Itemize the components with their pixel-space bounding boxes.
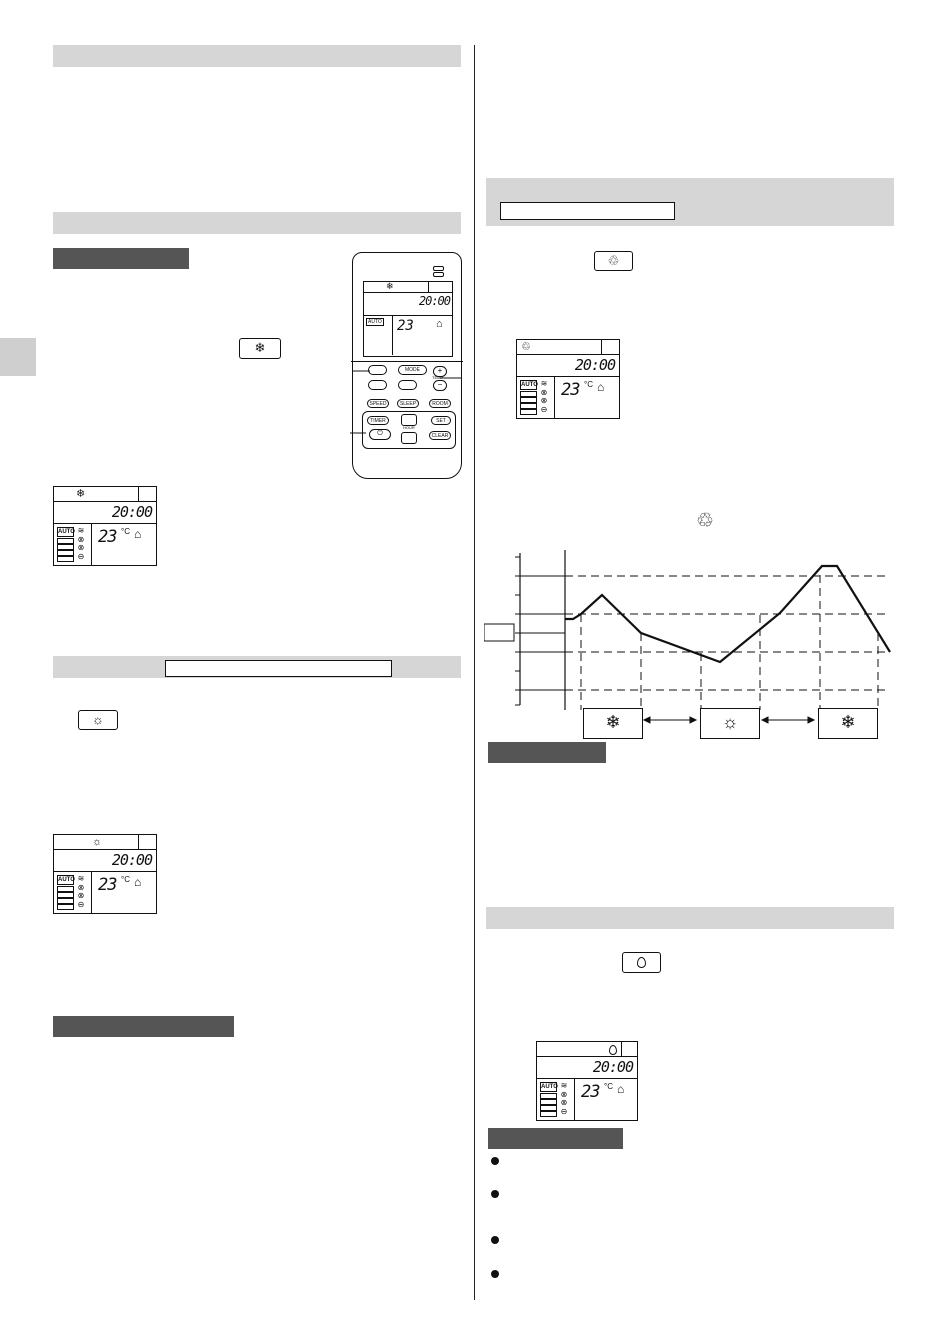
auto-title-box: [500, 202, 675, 220]
lcd-temp: 23: [561, 380, 580, 400]
fan-speed-icons: ≋ ⊗ ⊗ ⊖: [560, 1081, 568, 1116]
section-bar-dry: [486, 907, 894, 929]
lcd-display-cool: [53, 486, 157, 566]
lcd-deg: °C: [584, 380, 593, 389]
remote-indicator-2: [433, 272, 444, 277]
speed-label-button[interactable]: SPEED: [367, 399, 389, 408]
set-button[interactable]: SET: [431, 416, 451, 425]
remote-callouts: [340, 360, 470, 440]
auto-mode-key: [594, 251, 633, 271]
bullet-2: [491, 1190, 499, 1198]
recycle-icon: ♲: [696, 510, 714, 532]
section-bar-1: [53, 45, 461, 67]
lcd-auto-label: AUTO: [541, 1084, 558, 1090]
diagram-mode-cool-2: [818, 708, 878, 739]
drop-icon: [609, 1045, 617, 1055]
remote-auto-label: AUTO: [368, 319, 382, 325]
house-icon: ⌂: [134, 875, 142, 889]
house-icon: ⌂: [134, 527, 142, 541]
lcd-time: 20:00: [111, 503, 152, 521]
recycle-icon: ♲: [521, 341, 531, 353]
lcd-time: 20:00: [574, 356, 615, 374]
temp-label: TEMP: [432, 375, 444, 380]
house-icon: ⌂: [436, 318, 443, 330]
lcd-deg: °C: [121, 875, 130, 884]
lcd-display-heat: [53, 834, 157, 914]
fan-speed-icons: ≋ ⊗ ⊗ ⊖: [77, 526, 85, 561]
fan-speed-icons: ≋ ⊗ ⊗ ⊖: [77, 874, 85, 909]
lcd-auto-label: AUTO: [58, 877, 75, 883]
temp-down-button[interactable]: −: [433, 380, 447, 391]
cool-mode-key: [239, 338, 281, 359]
house-icon: ⌂: [597, 380, 605, 394]
side-tab: [0, 338, 36, 376]
snowflake-icon: ❄: [254, 340, 266, 355]
lcd-temp: 23: [98, 527, 117, 547]
lcd-deg: °C: [604, 1082, 613, 1091]
recycle-icon: ♲: [607, 253, 620, 268]
temp-up-button[interactable]: +: [433, 366, 447, 377]
lcd-time: 20:00: [111, 851, 152, 869]
lcd-temp: 23: [98, 875, 117, 895]
lcd-display-auto: [516, 339, 620, 419]
lcd-display-dry: [536, 1041, 638, 1121]
snowflake-icon: ❄: [605, 712, 621, 732]
remote-screen: [363, 281, 453, 357]
section-bar-2: [53, 212, 461, 234]
sleep-button[interactable]: SLEEP: [397, 399, 419, 408]
subheading-label-2: [53, 1016, 234, 1037]
power-button[interactable]: ⏻: [369, 429, 391, 440]
diagram-mode-heat: [700, 708, 760, 739]
sun-icon: ☼: [92, 836, 103, 848]
dry-mode-key: [622, 952, 661, 973]
subheading-label-3: [488, 742, 606, 763]
snowflake-icon: ❄: [386, 281, 394, 291]
diagram-mode-cool-1: [583, 708, 643, 739]
sun-icon: ☼: [721, 712, 739, 732]
mode-button[interactable]: MODE: [398, 365, 427, 375]
lcd-auto-label: AUTO: [521, 382, 538, 388]
lcd-temp: 23: [581, 1082, 600, 1102]
clear-button[interactable]: CLEAR: [429, 431, 451, 440]
column-divider: [474, 45, 475, 1300]
lcd-auto-label: AUTO: [58, 529, 75, 535]
heat-mode-key: [78, 710, 118, 730]
bullet-4: [491, 1270, 499, 1278]
heat-title-box: [165, 660, 392, 677]
remote-indicator: [433, 266, 444, 271]
snowflake-icon: ❄: [76, 488, 86, 500]
remote-temp: 23: [397, 318, 414, 334]
hour-label: HOUR: [403, 425, 415, 430]
fan-speed-icons: ≋ ⊗ ⊗ ⊖: [540, 379, 548, 414]
timer-button[interactable]: TIMER: [367, 416, 389, 425]
bullet-3: [491, 1236, 499, 1244]
snowflake-icon: ❄: [840, 712, 856, 732]
sun-icon: ☼: [92, 712, 104, 727]
subheading-label-1: [53, 248, 189, 269]
lcd-time: 20:00: [592, 1058, 633, 1076]
drop-icon: [637, 957, 646, 968]
remote-time: 20:00: [418, 294, 450, 308]
bullet-1: [491, 1157, 499, 1165]
house-icon: ⌂: [617, 1082, 625, 1096]
room-button[interactable]: ROOM: [429, 399, 451, 408]
lcd-deg: °C: [121, 527, 130, 536]
subheading-label-4: [488, 1128, 623, 1149]
